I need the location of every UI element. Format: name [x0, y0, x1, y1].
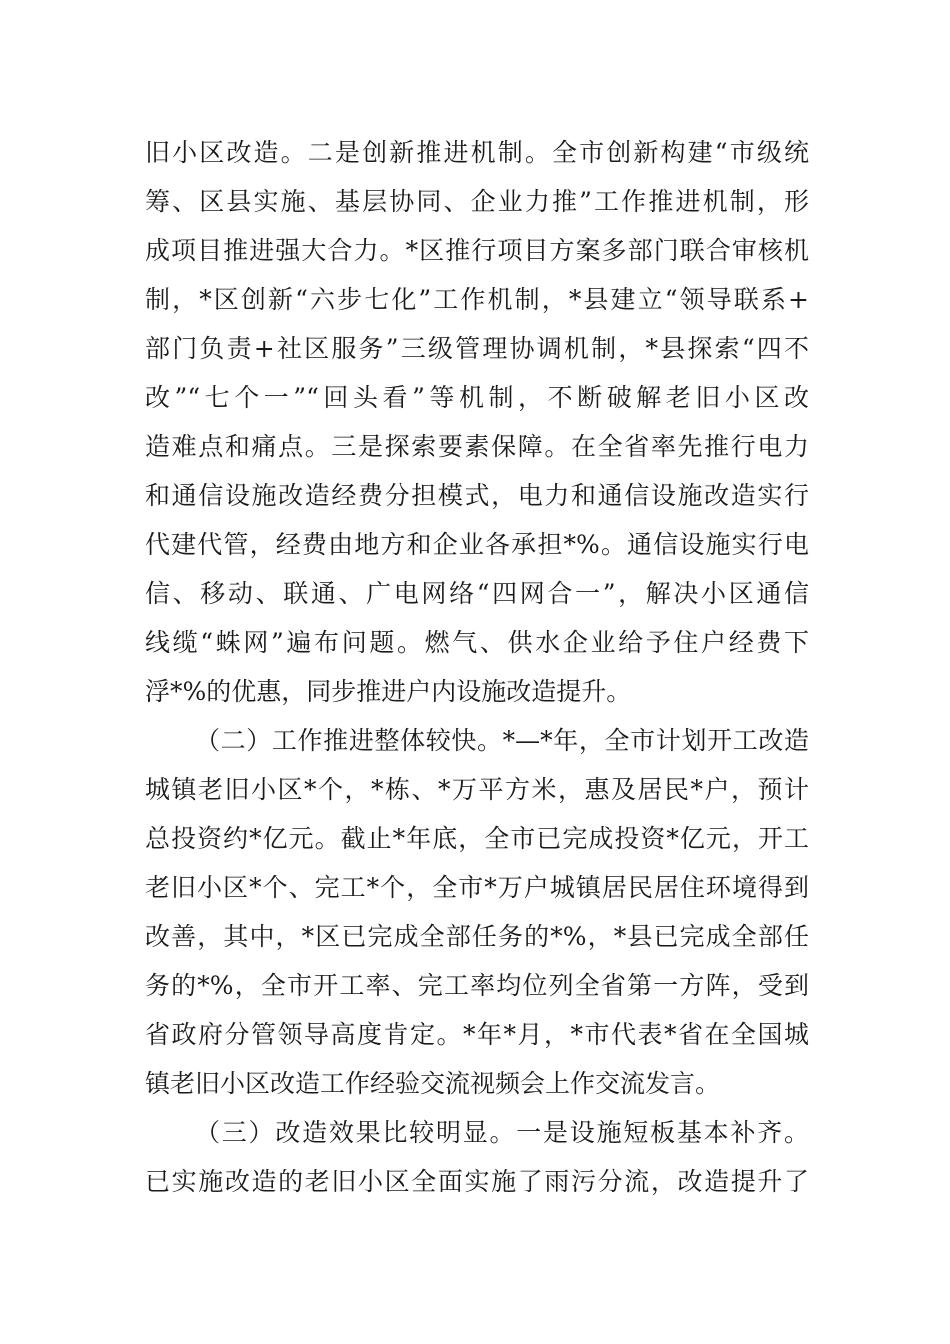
text-line: 旧小区改造。二是创新推进机制。全市创新构建“市级统: [145, 138, 809, 167]
text-line: 代建代管，经费由地方和企业各承担*%。通信设施实行电: [145, 530, 809, 559]
text-line: 和通信设施改造经费分担模式，电力和通信设施改造实行: [145, 481, 809, 510]
text-line: 改善，其中，*区已完成全部任务的*%，*县已完成全部任: [145, 922, 809, 951]
text-line: 线缆“蛛网”遍布问题。燃气、供水企业给予住户经费下: [145, 628, 809, 657]
text-line: （二）工作推进整体较快。*—*年，全市计划开工改造: [195, 726, 809, 755]
text-line: （三）改造效果比较明显。一是设施短板基本补齐。: [195, 1118, 809, 1147]
paragraph-1: [145, 128, 809, 716]
text-line: 镇老旧小区改造工作经验交流视频会上作交流发言。: [145, 1069, 721, 1098]
text-line: 已实施改造的老旧小区全面实施了雨污分流，改造提升了: [145, 1167, 809, 1196]
text-line: 城镇老旧小区*个，*栋、*万平方米，惠及居民*户，预计: [145, 775, 809, 804]
text-line: 筹、区县实施、基层协同、企业力推”工作推进机制，形: [145, 187, 809, 216]
text-line: 成项目推进强大合力。*区推行项目方案多部门联合审核机: [145, 236, 809, 265]
document-body: [145, 128, 809, 1206]
text-line: 部门负责+社区服务”三级管理协调机制，*县探索“四不: [145, 334, 809, 363]
paragraph-2: [145, 716, 809, 1108]
text-line: 省政府分管领导高度肯定。*年*月，*市代表*省在全国城: [145, 1020, 809, 1049]
paragraph-3: [145, 1108, 809, 1206]
text-line: 务的*%，全市开工率、完工率均位列全省第一方阵，受到: [145, 971, 809, 1000]
text-line: 总投资约*亿元。截止*年底，全市已完成投资*亿元，开工: [145, 824, 809, 853]
text-line: 浮*%的优惠，同步推进户内设施改造提升。: [145, 677, 632, 706]
text-line: 老旧小区*个、完工*个，全市*万户城镇居民居住环境得到: [145, 873, 809, 902]
text-line: 造难点和痛点。三是探索要素保障。在全省率先推行电力: [145, 432, 809, 461]
text-line: 信、移动、联通、广电网络“四网合一”，解决小区通信: [145, 579, 809, 608]
text-line: 改”“七个一”“回头看”等机制，不断破解老旧小区改: [145, 383, 809, 412]
text-line: 制，*区创新“六步七化”工作机制，*县建立“领导联系+: [145, 285, 809, 314]
